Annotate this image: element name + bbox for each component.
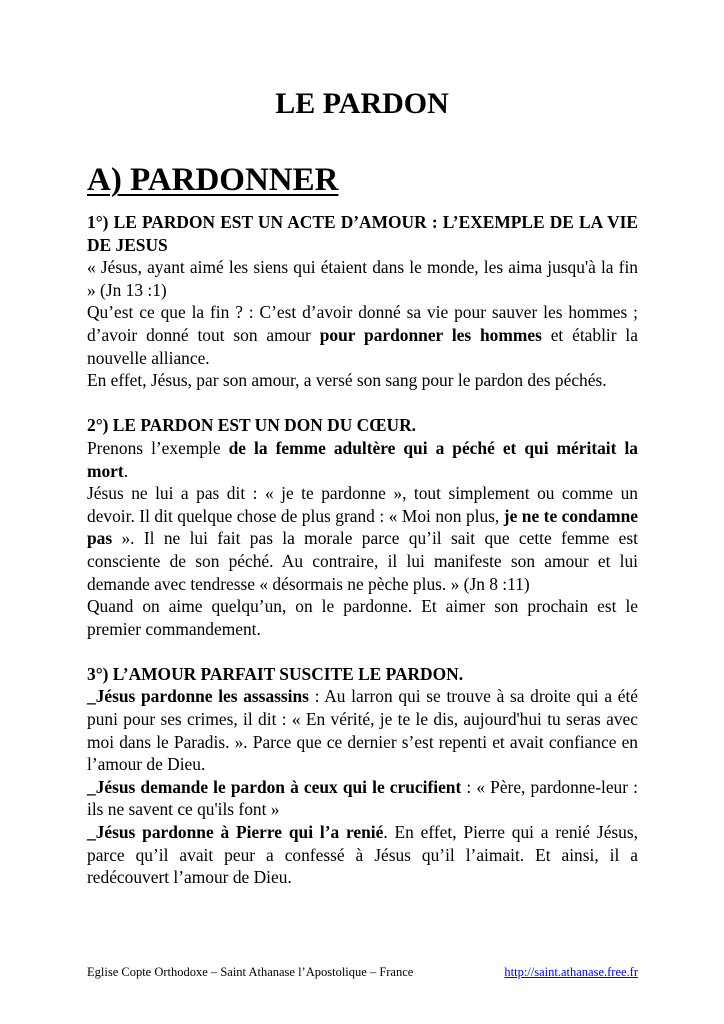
footer-text: Eglise Copte Orthodoxe – Saint Athanase l’Apostolique – France (87, 965, 414, 979)
subsection-3-title: 3°) L’AMOUR PARFAIT SUSCITE LE PARDON. (87, 663, 464, 684)
emphasis: _Jésus demande le pardon à ceux qui le crucifient (87, 776, 462, 797)
emphasis: de la femme adultère qui a péché et qui méritait la mort (87, 437, 638, 481)
emphasis: je ne te condamne pas (87, 505, 638, 549)
page-title: LE PARDON (275, 87, 449, 120)
subsection-1-title: 1°) LE PARDON EST UN ACTE D’AMOUR : L’EXEMPLE DE LA VIE DE JESUS (87, 212, 638, 255)
paragraph: _Jésus pardonne les assassins : Au larron qui se trouve à sa droite qui a été puni pour ses crimes, il dit : « En vérité, je te le dis, aujourd'hui tu seras avec moi dans le Paradis. ». Parce que ce dernier s’est repenti et avait confiance en l’amour de Dieu. (87, 686, 638, 775)
emphasis: _Jésus pardonne à Pierre qui l’a renié (87, 822, 384, 843)
emphasis: pour pardonner les hommes (319, 324, 542, 345)
subsection-2-title: 2°) LE PARDON EST UN DON DU CŒUR. (87, 415, 417, 436)
paragraph: Prenons l’exemple de la femme adultère qui a péché et qui méritait la mort. (87, 437, 638, 481)
paragraph: Jésus ne lui a pas dit : « je te pardonne », tout simplement ou comme un devoir. Il dit quelque chose de plus grand : « Moi non plus, je ne te condamne pas ». Il ne lui fait pas la morale parce qu’il sait que cette femme est consciente de son péché. Au contraire, il lui manifeste son amour et lui demande avec tendresse « désormais ne pèche plus. » (Jn 8 :11) (87, 483, 638, 594)
emphasis: _Jésus pardonne les assassins (87, 686, 309, 707)
footer-link[interactable]: http://saint.athanase.free.fr (504, 965, 638, 979)
paragraph: _Jésus pardonne à Pierre qui l’a renié. En effet, Pierre qui a renié Jésus, parce qu’il avait peur a confessé à Jésus qu’il l’aimait. Et ainsi, il a redécouvert l’amour de Dieu. (87, 822, 638, 888)
paragraph: En effet, Jésus, par son amour, a versé son sang pour le pardon des péchés. (87, 370, 607, 391)
paragraph: _Jésus demande le pardon à ceux qui le crucifient : « Père, pardonne-leur : ils ne savent ce qu'ils font » (87, 776, 638, 820)
document-body (87, 211, 638, 889)
paragraph: Qu’est ce que la fin ? : C’est d’avoir donné sa vie pour sauver les hommes ; d’avoir donné tout son amour pour pardonner les hommes et établir la nouvelle alliance. (87, 302, 638, 368)
paragraph: Quand on aime quelqu’un, on le pardonne. Et aimer son prochain est le premier commandement. (87, 596, 638, 639)
section-heading: A) PARDONNER (87, 162, 339, 198)
paragraph: « Jésus, ayant aimé les siens qui étaient dans le monde, les aima jusqu'à la fin » (Jn 13 :1) (87, 257, 638, 300)
